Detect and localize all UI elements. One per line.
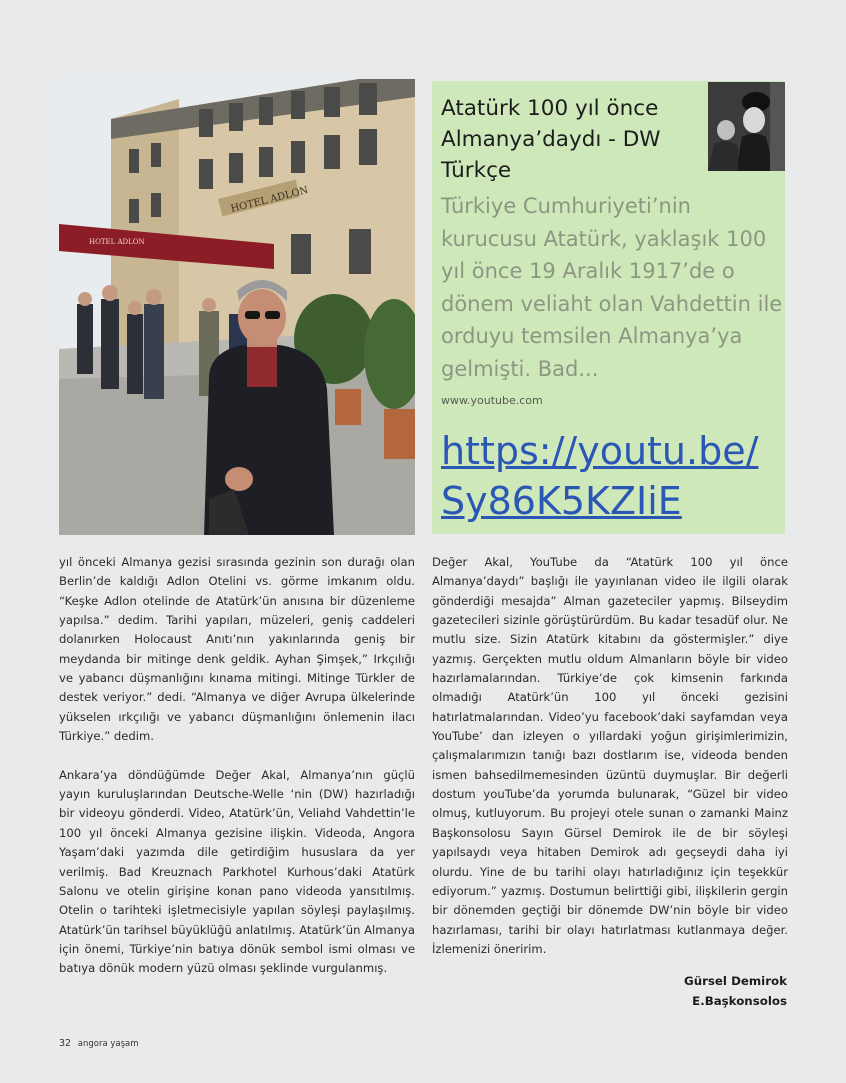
youtube-link-line2[interactable]: Sy86K5KZIiE xyxy=(441,479,682,523)
article-paragraph: yıl önceki Almanya gezisi sırasında gezinin son durağı olan Berlin’de kaldığı Adlon Otelini vs. görme imkanım oldu. “Keşke Adlon otelinde de Atatürk’ün anısına bir düzenleme yapılsa.” dedim. Tarihi yapıları, müzeleri, geniş caddeleri dolanırken Holocaust Anıtı’nın yakınlarında geniş bir meydanda bir mitinge denk geldik. Ayhan Şimşek,” Irkçılığı ve yabancı düşmanlığını kınama mitingi. Mitinge Türkler de destek veriyor.” dedi. “Almanya ve diğer Avrupa ülkelerinde yükselen ırkçılığı ve yabancı düşmanlığını önlemenin ilacı Türkiye.” dedim. xyxy=(59,555,415,744)
magazine-name: angora yaşam xyxy=(77,1039,139,1049)
link-preview-card[interactable] xyxy=(432,81,785,420)
awning-text: HOTEL ADLON xyxy=(89,238,145,246)
article-column-left xyxy=(59,553,415,979)
page-footer xyxy=(59,1038,139,1049)
article-photo xyxy=(59,79,415,535)
preview-description xyxy=(441,190,785,385)
preview-description-line: dönem veliaht olan Vahdettin ile xyxy=(441,291,783,316)
preview-description-line: kurucusu Atatürk, yaklaşık 100 xyxy=(441,226,767,251)
page-number: 32 xyxy=(59,1038,72,1049)
article-paragraph: Değer Akal, YouTube da “Atatürk 100 yıl önce Almanya’daydı” başlığı ile yayınlanan video ile ilgili olarak gönderdiği mesajda” Alman gazeteciler yapmış. Bilseydim gazetecileri sizinle görüştürürdüm. Bu kadar tesadüf olur. Ne mutlu size. Sizin Atatürk kitabını da göstermişler.” diye yazmış. Gerçekten mutlu oldum Almanların böyle bir video hazırlamalarından. Türkiye’de çok kimsenin farkında olmadığı Atatürk’ün 100 yıl önceki gezisini hatırlatmalarından. Video’yu facebook’daki sayfamdan veya YouTube’ dan izleyen o yıllardaki yoğun girişimlerimizin, çalışmalarımızın tanığı bazı dostlarım ise, videoda benden ismen bahsedilmemesinden üzüntü duymuşlar. Bir değerli dostum youTube’da yorumda bulunarak, “Güzel bir video olmuş, kutluyorum. Bu projeyi otele sunan o zamanki Mainz Başkonsolosu Sayın Gürsel Demirok ile de bir söyleşi yapılsaydı veya hitaben Demirok adı geçseydi daha iyi olurdu. Yine de bu tarihi olayı hatırladığınız için teşekkür ediyorum.” yazmış. Dostumun belirttiği gibi, ilişkilerin gergin bir dönemden geçtiği bir dönemde DW’nin böyle bir video hazırlaması, tarihi bir olayı hatırlatması kutlanmaya değer. İzlemenizi öneririm. xyxy=(432,555,788,956)
youtube-link[interactable] xyxy=(441,426,781,526)
preview-description-line: yıl önce 19 Aralık 1917’de o xyxy=(441,259,735,283)
youtube-link-block[interactable] xyxy=(432,420,785,534)
preview-thumbnail xyxy=(708,82,785,171)
preview-description-line: orduyu temsilen Almanya’ya xyxy=(441,324,743,348)
author-signature xyxy=(684,971,787,1011)
article-paragraph: Ankara’ya döndüğümde Değer Akal, Almanya’nın güçlü yayın kuruluşlarından Deutsche-Welle ‘nin (DW) hazırladığı bir videoyu gönderdi. Video, Atatürk’ün, Veliahd Vahdettin’le 100 yıl önceki Almanya gezisine ilişkin. Videoda, Angora Yaşam’daki yazımda dile getirdiğim hususlara da yer verilmiş. Bad Kreuznach Parkhotel Kurhous’daki Atatürk Salonu ve otelin girişine konan pano videoda yansıtılmış. Otelin o tarihteki işletmecisiyle yapılan söyleşi paylaşılmış. Atatürk’ün tarihsel büyüklüğü anlatılmış. Atatürk’ün Almanya için önemi, Türkiye’nin batıya dönük sembol ismi olması ve batıya dönük modern yüzü olması şeklinde vurgulanmış. xyxy=(59,767,415,976)
preview-description-line: Türkiye Cumhuriyeti’nin xyxy=(441,194,691,218)
hotel-sign: HOTEL ADLON xyxy=(229,185,310,215)
youtube-link-line1[interactable]: https://youtu.be/ xyxy=(441,429,759,473)
author-name: Gürsel Demirok xyxy=(684,974,787,988)
article-column-right xyxy=(432,553,788,959)
preview-domain: www.youtube.com xyxy=(441,394,543,407)
preview-title: Atatürk 100 yıl önce Almanya’daydı - DW Türkçe xyxy=(441,96,661,183)
author-title: E.Başkonsolos xyxy=(692,994,787,1008)
preview-description-line: gelmişti. Bad... xyxy=(441,356,599,381)
